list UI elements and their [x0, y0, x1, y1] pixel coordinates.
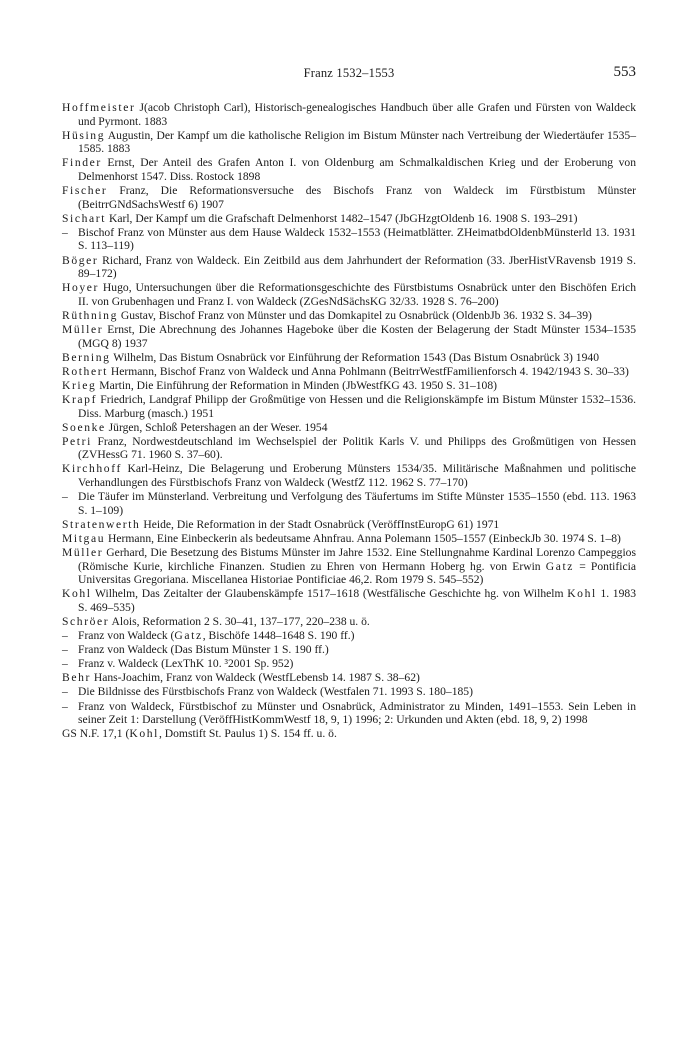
entry-author: Finder — [62, 156, 102, 170]
entry-author: Krapf — [62, 392, 98, 406]
entry-text: Hermann, Eine Einbeckerin als bedeutsame Ahnfrau. Anna Polemann 1505–1557 (EinbeckJb 30. 1974 S. 1–8) — [105, 531, 621, 545]
entry-author: Stratenwerth — [62, 517, 141, 531]
bibliography-entry — [62, 657, 636, 671]
entry-text: Die Bildnisse des Fürstbischofs Franz von Waldeck (Westfalen 71. 1993 S. 180–185) — [78, 685, 473, 699]
entry-author: Müller — [62, 546, 104, 559]
entry-text: Martin, Die Einführung der Reformation in Minden (JbWestfKG 43. 1950 S. 31–108) — [96, 378, 498, 392]
entry-author: Rüthning — [62, 308, 118, 322]
entry-text: GS N.F. 17,1 ( — [62, 727, 130, 741]
page-header — [62, 64, 636, 86]
bibliography-entry — [62, 129, 636, 156]
bibliography-entry — [62, 351, 636, 365]
bibliography-entry — [62, 671, 636, 685]
bibliography-entry — [62, 421, 636, 435]
entry-author: Behr — [62, 671, 91, 685]
entry-text: 1. 1983 S. 469–535) — [78, 587, 636, 614]
entry-dash: – — [62, 225, 68, 239]
page-number: 553 — [613, 64, 636, 80]
entry-author: Böger — [62, 253, 99, 267]
bibliography-entry — [62, 587, 636, 614]
bibliography-entry — [62, 546, 636, 587]
entry-text: = Pontificia Universitas Gregoriana. Miscellanea Historiae Pontificiae 46,2. Rom 1979 S. 545–552) — [78, 559, 636, 587]
entry-text: Augustin, Der Kampf um die katholische Religion im Bistum Münster nach Vertreibung der Wiedertäufer 1535–1585. 1883 — [78, 128, 636, 156]
bibliography-entry — [62, 365, 636, 379]
spaced-name: Gatz — [545, 559, 575, 573]
entry-text: Wilhelm, Das Zeitalter der Glaubenskämpfe 1517–1618 (Westfälische Geschichte hg. von Wilhelm — [91, 587, 568, 601]
entry-text: Wilhelm, Das Bistum Osnabrück vor Einführung der Reformation 1543 (Das Bistum Osnabrück 3) 1940 — [110, 350, 599, 364]
bibliography-entry — [62, 254, 636, 281]
entry-dash: – — [62, 699, 68, 713]
entry-text: J(acob Christoph Carl), Historisch-genealogisches Handbuch über alle Grafen und Fürsten von Waldeck und Pyrmont. 1883 — [78, 101, 636, 128]
entry-text: Hermann, Bischof Franz von Waldeck und Anna Pohlmann (BeitrrWestfFamilienforsch 4. 1942/1943 S. 30–33) — [107, 364, 629, 378]
entry-text: , Bischöfe 1448–1648 S. 190 ff.) — [202, 629, 355, 643]
entry-author: Schröer — [62, 614, 110, 628]
bibliography-entry — [62, 323, 636, 350]
entry-text: Karl, Der Kampf um die Grafschaft Delmenhorst 1482–1547 (JbGHzgtOldenb 16. 1908 S. 193–291) — [106, 211, 578, 225]
entry-text: Ernst, Der Anteil des Grafen Anton I. von Oldenburg am Schmalkaldischen Krieg und der Eroberung von Delmenhorst 1547. Diss. Rostock 1898 — [78, 156, 636, 183]
running-title: Franz 1532–1553 — [303, 66, 395, 80]
spaced-name: Kohl — [567, 587, 597, 601]
entry-text: Ernst, Die Abrechnung des Johannes Hageboke über die Kosten der Belagerung der Stadt Münster 1534–1535 (MGQ 8) 1937 — [78, 323, 636, 350]
entry-text: Franz von Waldeck (Das Bistum Münster 1 S. 190 ff.) — [78, 643, 329, 657]
entry-author: Soenke — [62, 420, 106, 434]
bibliography-entry — [62, 490, 636, 517]
entry-text: Franz, Nordwestdeutschland im Wechselspiel der Politik Karls V. und Philipps des Großmütigen von Hessen (ZVHessG 71. 1960 S. 37–60). — [78, 434, 636, 462]
entry-author: Berning — [62, 350, 111, 364]
bibliography-entry — [62, 518, 636, 532]
entry-text: Franz v. Waldeck (LexThK 10. ³2001 Sp. 952) — [78, 657, 294, 671]
entry-author: Müller — [62, 323, 104, 336]
entry-text: Gerhard, Die Besetzung des Bistums Münster im Jahre 1532. Eine Stellungnahme Kardinal Lorenzo Campeggios (Römische Kurie, kirchliche Finanzen. Studien zu Ehren von Hermann Hoberg hg. von Erwin — [78, 546, 636, 573]
bibliography-entry — [62, 184, 636, 211]
entry-author: Krieg — [62, 378, 97, 392]
entry-text: Heide, Die Reformation in der Stadt Osnabrück (VeröffInstEuropG 61) 1971 — [140, 517, 500, 531]
bibliography-entry — [62, 727, 636, 741]
entry-author: Hoffmeister — [62, 101, 136, 114]
bibliography-entry — [62, 685, 636, 699]
entry-text: Bischof Franz von Münster aus dem Hause Waldeck 1532–1553 (Heimatblätter. ZHeimatbdOldenbMünsterld 13. 1931 S. 113–119) — [78, 225, 636, 253]
entry-author: Kohl — [62, 587, 92, 601]
bibliography-entry — [62, 615, 636, 629]
bibliography-entry — [62, 462, 636, 489]
bibliography-entry — [62, 226, 636, 253]
entry-author: Hüsing — [62, 128, 106, 142]
entry-text: Jürgen, Schloß Petershagen an der Weser. 1954 — [105, 420, 328, 434]
bibliography-entry — [62, 532, 636, 546]
entry-dash: – — [62, 685, 68, 699]
entry-author: Hoyer — [62, 281, 99, 295]
entry-text: Franz von Waldeck, Fürstbischof zu Münster und Osnabrück, Administrator zu Minden, 1491–1553. Sein Leben in seiner Zeit 1: Darstellung (VeröffHistKommWestf 18, 9, 1) 1996; 2: Urkunden und Akten (ebd. 18, 9, 2) 1998 — [78, 699, 636, 727]
entry-author: Mitgau — [62, 531, 106, 545]
entry-author: Petri — [62, 434, 92, 448]
entry-author: Sichart — [62, 211, 107, 225]
bibliography-entry — [62, 393, 636, 420]
entry-text: Alois, Reformation 2 S. 30–41, 137–177, 220–238 u. ö. — [109, 614, 370, 628]
bibliography-entry — [62, 379, 636, 393]
spaced-name: Kohl — [129, 727, 159, 741]
entry-dash: – — [62, 629, 68, 643]
entry-text: Franz, Die Reformationsversuche des Bischofs Franz von Waldeck im Fürstbistum Münster (BeitrrGNdSachsWestf 6) 1907 — [78, 184, 636, 211]
entry-text: Hugo, Untersuchungen über die Reformationsgeschichte des Fürstbistums Osnabrück unter den Bischöfen Erich II. von Grubenhagen und Franz I. von Waldeck (ZGesNdSächsKG 32/33. 1928 S. 76–200) — [78, 281, 636, 308]
entry-text: Franz von Waldeck ( — [78, 629, 175, 643]
bibliography-entry — [62, 435, 636, 462]
entry-text: Die Täufer im Münsterland. Verbreitung und Verfolgung des Täufertums im Stifte Münster 1535–1550 (ebd. 113. 1963 S. 1–109) — [78, 490, 636, 517]
bibliography-entry — [62, 309, 636, 323]
entry-author: Kirchhoff — [62, 462, 122, 476]
entry-dash: – — [62, 657, 68, 671]
entry-author: Fischer — [62, 184, 108, 198]
entry-author: Rothert — [62, 364, 108, 378]
bibliography-list — [62, 101, 636, 741]
bibliography-entry — [62, 643, 636, 657]
bibliography-entry — [62, 700, 636, 727]
entry-dash: – — [62, 490, 68, 504]
bibliography-entry — [62, 101, 636, 128]
entry-text: Richard, Franz von Waldeck. Ein Zeitbild aus dem Jahrhundert der Reformation (33. JberHistVRavensb 1919 S. 89–172) — [78, 253, 636, 281]
entry-text: Gustav, Bischof Franz von Münster und das Domkapitel zu Osnabrück (OldenbJb 36. 1932 S. 34–39) — [117, 308, 592, 322]
entry-text: Karl-Heinz, Die Belagerung und Eroberung Münsters 1534/35. Militärische Maßnahmen und politische Verhandlungen des Fürstbischofs Franz von Waldeck (WestfZ 112. 1962 S. 77–170) — [78, 462, 636, 490]
bibliography-entry — [62, 156, 636, 183]
entry-text: Hans-Joachim, Franz von Waldeck (WestfLebensb 14. 1987 S. 38–62) — [90, 671, 420, 685]
bibliography-entry — [62, 281, 636, 308]
entry-dash: – — [62, 643, 68, 657]
entry-text: Friedrich, Landgraf Philipp der Großmütige von Hessen und die Religionskämpfe im Bistum Münster 1532–1536. Diss. Marburg (masch.) 1951 — [78, 392, 636, 420]
entry-text: , Domstift St. Paulus 1) S. 154 ff. u. ö. — [158, 727, 337, 741]
bibliography-entry — [62, 212, 636, 226]
spaced-name: Gatz — [174, 629, 203, 643]
bibliography-entry — [62, 629, 636, 643]
